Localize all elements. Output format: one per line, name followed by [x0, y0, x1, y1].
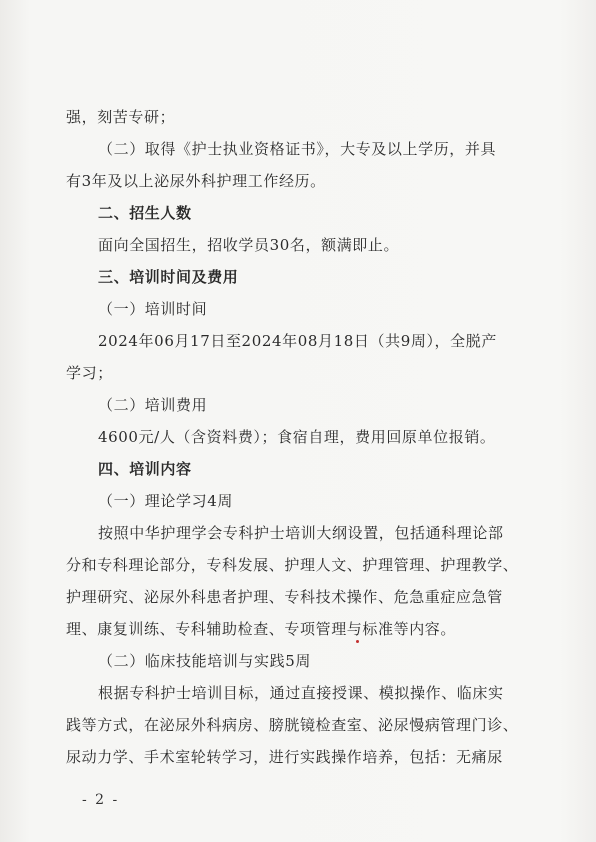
text-line: 理、康复训练、专科辅助检查、专项管理与标准等内容。 [66, 620, 457, 638]
text-line: 分和专科理论部分，专科发展、护理人文、护理管理、护理教学、 [66, 556, 519, 574]
subsection-heading: （二）培训费用 [98, 396, 208, 414]
text-line: （二）取得《护士执业资格证书》，大专及以上学历，并具 [98, 140, 497, 158]
ink-speck [356, 640, 359, 643]
section-heading: 三、培训时间及费用 [98, 268, 239, 286]
section-heading: 二、招生人数 [98, 204, 192, 222]
subsection-heading: （一）理论学习4周 [98, 492, 233, 510]
subsection-heading: （一）培训时间 [98, 300, 208, 318]
text-line: 按照中华护理学会专科护士培训大纲设置，包括通科理论部 [98, 524, 504, 542]
text-line: 有3年及以上泌尿外科护理工作经历。 [66, 172, 326, 190]
text-line: 强，刻苦专研； [66, 108, 176, 126]
text-line: 践等方式，在泌尿外科病房、膀胱镜检查室、泌尿慢病管理门诊、 [66, 716, 519, 734]
text-line: 4600元/人（含资料费）；食宿自理，费用回原单位报销。 [98, 428, 496, 446]
text-line: 护理研究、泌尿外科患者护理、专科技术操作、危急重症应急管 [66, 588, 503, 606]
subsection-heading: （二）临床技能培训与实践5周 [98, 652, 311, 670]
text-line: 2024年06月17日至2024年08月18日（共9周），全脱产 [98, 332, 497, 350]
text-line: 学习； [66, 364, 113, 382]
section-heading: 四、培训内容 [98, 460, 192, 478]
text-line: 尿动力学、手术室轮转学习，进行实践操作培养，包括：无痛尿 [66, 748, 503, 766]
text-line: 面向全国招生，招收学员30名，额满即止。 [98, 236, 400, 254]
page-number: - 2 - [82, 792, 120, 808]
text-line: 根据专科护士培训目标，通过直接授课、模拟操作、临床实 [98, 684, 504, 702]
